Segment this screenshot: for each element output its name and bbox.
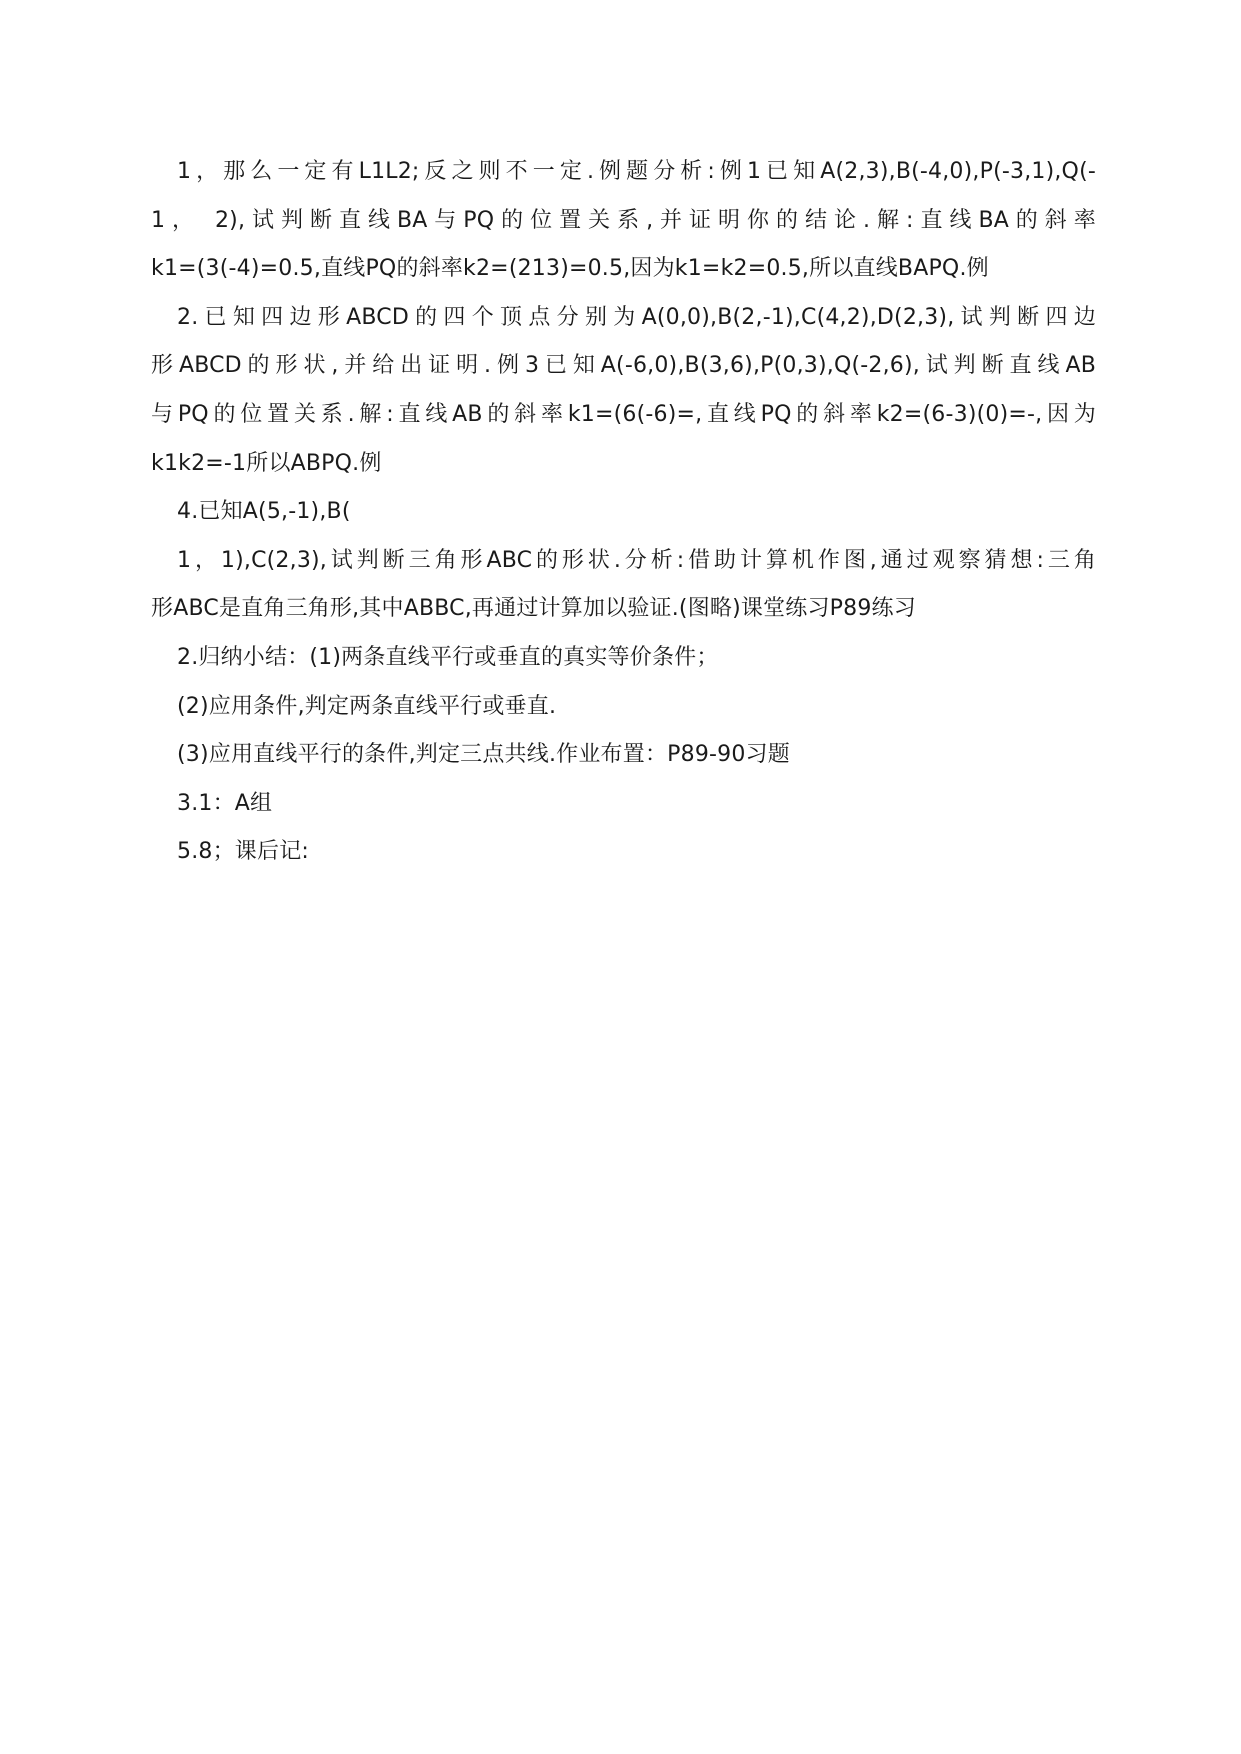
text-line-10: 形ABC是直角三角形,其中ABBC,再通过计算加以验证.(图略)课堂练习P89练习 xyxy=(151,596,916,622)
text-line-3: k1=(3(-4)=0.5,直线PQ的斜率k2=(213)=0.5,因为k1=k2=0.5,所以直线BAPQ.例 xyxy=(151,256,989,282)
text-line-4: 2.已知四边形ABCD的四个顶点分别为A(0,0),B(2,-1),C(4,2),D(2,3),试判断四边 xyxy=(177,304,1096,330)
text-line-6: 与PQ的位置关系.解:直线AB的斜率k1=(6(-6)=,直线PQ的斜率k2=(6-3)(0)=-,因为 xyxy=(151,401,1096,427)
text-line-14: 3.1：A组 xyxy=(177,790,273,816)
text-line-5: 形ABCD的形状,并给出证明.例3已知A(-6,0),B(3,6),P(0,3),Q(-2,6),试判断直线AB xyxy=(151,353,1096,379)
text-line-9: 1，1),C(2,3),试判断三角形ABC的形状.分析:借助计算机作图,通过观察猜想:三角 xyxy=(177,547,1096,573)
document-body xyxy=(151,148,1096,877)
text-line-15: 5.8；课后记: xyxy=(177,839,309,865)
text-line-12: (2)应用条件,判定两条直线平行或垂直. xyxy=(177,693,557,719)
text-line-7: k1k2=-1所以ABPQ.例 xyxy=(151,450,382,476)
text-line-1: 1，那么一定有L1L2;反之则不一定.例题分析:例1已知A(2,3),B(-4,0),P(-3,1),Q(- xyxy=(177,159,1096,184)
text-line-2: 1， 2),试判断直线BA与PQ的位置关系,并证明你的结论.解:直线BA的斜率 xyxy=(151,207,1096,233)
text-line-8: 4.已知A(5,-1),B( xyxy=(177,499,351,525)
text-line-11: 2.归纳小结：(1)两条直线平行或垂直的真实等价条件； xyxy=(177,644,719,670)
text-line-13: (3)应用直线平行的条件,判定三点共线.作业布置：P89-90习题 xyxy=(177,742,790,768)
